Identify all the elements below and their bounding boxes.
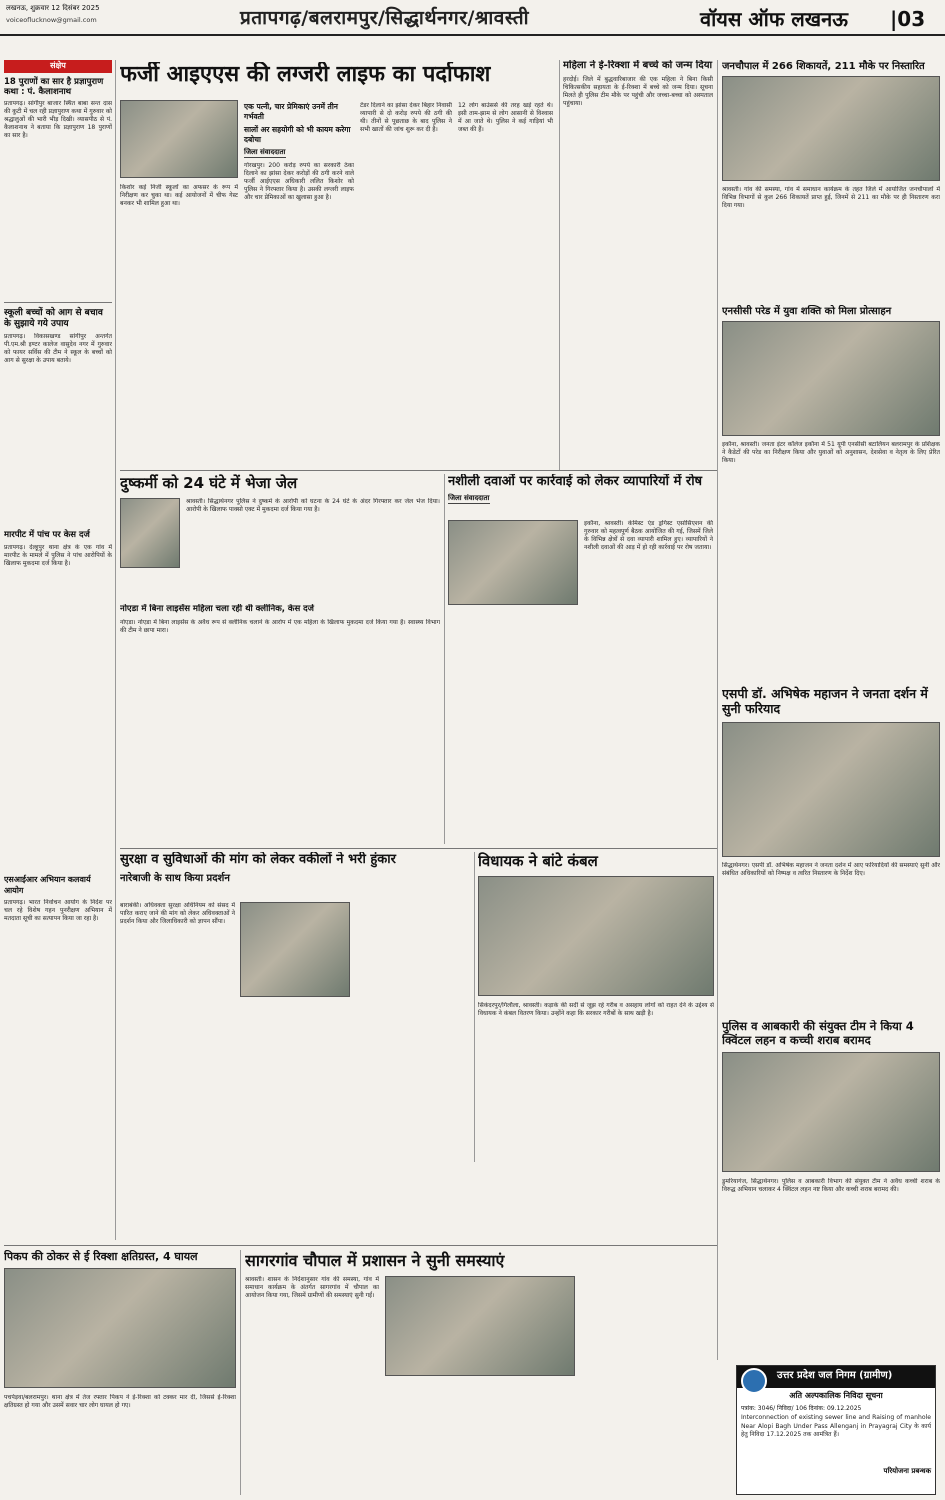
lead-headline: फर्जी आइएएस की लग्जरी लाइफ का पर्दाफाश [120, 62, 491, 87]
lead-bullets [244, 102, 354, 145]
masthead [0, 0, 945, 58]
brief-item-title: स्कूली बच्चों को आग से बचाव के सुझाये गये उपाय [4, 308, 103, 329]
tender-body: Interconnection of existing sewer line and Raising of manhole Near Alopi Bagh Under Pass Allenganj in Prayagraj City के कार्य हेतु निविदा 17.12.2025 तक आमंत्रित हैं। [741, 1414, 931, 1438]
ncc-body: इकौना, श्रावस्ती। जनता इंटर कॉलेज इकौना में 51 यूपी एनसीसी बटालियन बलरामपुर के प्रशिक्षक ने कैडेटों की परेड का निरीक्षण किया और युवाओं को अनुशासन, देशसेवा व नेतृत्व के लिए प्रेरित किया। [722, 441, 940, 465]
brief-item-4 [4, 875, 112, 1229]
lead-body-col2: टेंडर दिलाने का झांसा देकर बिहार निवासी व्यापारी से दो करोड़ रुपये की ठगी की थी। तीनों से पूछताछ के बाद पुलिस ने सभी खातों की जांच शुरू कर दी है। [360, 102, 452, 134]
chaupal-story [722, 60, 940, 300]
brief-item-title: एसआईआर अभियान कलवार्य आयोग [4, 875, 91, 895]
jal-nigam-logo-icon [741, 1368, 767, 1394]
divider [4, 1245, 717, 1246]
nashili-photo [448, 520, 578, 605]
noida-headline: नोएडा में बिना लाइसेंस महिला चला रही थी क्लीनिक, केस दर्ज [120, 604, 314, 614]
abkari-photo [722, 1052, 940, 1172]
sagar-headline: सागरगांव चौपाल में प्रशासन ने सुनी समस्याएं [245, 1251, 505, 1270]
nashili-body: इकौना, श्रावस्ती। केमिस्ट एंड ड्रगिस्ट एसोसिएशन की गुरुवार को महत्वपूर्ण बैठक आयोजित की गई, जिसमें जिले के विभिन्न क्षेत्रों से दवा व्यापारी शामिल हुए। व्यापारियों ने नशीली दवाओं की आड़ में हो रही कार्रवाई पर रोष जताया। [584, 520, 713, 552]
dushkarmi-headline: दुष्कर्मी को 24 घंटे में भेजा जेल [120, 474, 298, 492]
sagar-photo [385, 1276, 575, 1376]
brief-item-title: 18 पुराणों का सार है प्रज्ञापुराण कथा : पं. कैलाशनाथ [4, 76, 104, 97]
sagar-body: श्रावस्ती। शासन के निर्देशानुसार गांव की समस्या, गांव में समाधान कार्यक्रम के अंतर्गत सागरगांव में चौपाल का आयोजन किया गया, जिसमें ग्रामीणों की समस्याएं सुनी गईं। [245, 1276, 379, 1300]
kambal-headline: विधायक ने बांटे कंबल [478, 852, 598, 870]
brief-item-body: प्रतापगढ़। देल्हूपुर थाना क्षेत्र के एक गांव में मारपीट के मामले में पुलिस ने पांच आरोपियों के खिलाफ मुकदमा दर्ज किया है। [4, 544, 112, 568]
website[interactable]: voiceoflucknow@gmail.com [6, 16, 97, 24]
abkari-body: डुमरियागंज, सिद्धार्थनगर। पुलिस व आबकारी विभाग की संयुक्त टीम ने अवैध कच्ची शराब के विरुद्ध अभियान चलाकर 4 क्विंटल लहन नष्ट किया और कच्ची शराब बरामद की। [722, 1178, 940, 1194]
tender-ref: पत्रांक: 3046/ निविदा/ 106 दिनांक: 09.12.2025 [741, 1404, 862, 1412]
lead-body-col3: 12 लोग बाउंसर्स की तरह खड़े रहते थे। इसी ताम-झाम से लोग आसानी से विश्वास में आ जाते थे। पुलिस ने कई गाड़ियां भी जब्त की हैं। [458, 102, 553, 134]
erickshaw-headline: महिला ने ई-रिक्शा में बच्चे को जन्म दिया [563, 60, 713, 71]
nashili-byline: जिला संवाददाता [448, 494, 490, 504]
column-rule [559, 60, 560, 470]
erickshaw-story [563, 60, 713, 465]
section-title: प्रतापगढ़/बलरामपुर/सिद्धार्थनगर/श्रावस्ती [240, 7, 530, 29]
divider [120, 848, 717, 849]
sp-story [722, 686, 940, 1016]
ncc-headline: एनसीसी परेड में युवा शक्ति को मिला प्रोत्साहन [722, 306, 892, 317]
pickup-body: पचपेड़वा/बलरामपुर। थाना क्षेत्र में तेज रफ्तार पिकप ने ई-रिक्शा को टक्कर मार दी, जिससे ई-रिक्शा क्षतिग्रस्त हो गया और उसमें सवार चार लोग घायल हो गए। [4, 1394, 236, 1410]
ncc-story [722, 305, 940, 680]
vakil-body: बाराबंकी। अधिवक्ता सुरक्षा अधिनियम को संसद में पारित कराए जाने की मांग को लेकर अधिवक्ताओं ने प्रदर्शन किया और जिलाधिकारी को ज्ञापन सौंपा। [120, 902, 235, 926]
masthead-rule [0, 34, 945, 36]
kambal-photo [478, 876, 714, 996]
ncc-photo [722, 321, 940, 436]
pickup-photo [4, 1268, 236, 1388]
tender-notice [736, 1365, 936, 1495]
tender-org: उत्तर प्रदेश जल निगम (ग्रामीण) [737, 1366, 935, 1388]
sagar-story [245, 1250, 715, 1495]
lead-photo [120, 100, 238, 178]
noida-story [120, 604, 440, 844]
tender-sub: अति अल्पकालिक निविदा सूचना [789, 1391, 883, 1400]
newspaper-brand: वॉयस ऑफ लखनऊ [700, 7, 848, 31]
tender-sign: परियोजना प्रबन्धक [883, 1467, 931, 1476]
brief-item-1 [4, 77, 112, 240]
brief-item-body: प्रतापगढ़। सांगीपुर बाजार स्थित बाबा सन्त दास की कुटी में चल रही प्रज्ञापुराण कथा में गुरुवार को श्रद्धालुओं की भारी भीड़ दिखी। व्यासपीठ से पं. कैलाशनाथ ने बताया कि प्रज्ञापुराण 18 पुराणों का सार है। [4, 99, 112, 140]
brief-column [4, 60, 112, 1240]
lead-byline: जिला संवाददाता [244, 148, 286, 158]
kambal-story [478, 852, 714, 1162]
dushkarmi-body: श्रावस्ती। सिद्धार्थनगर पुलिस ने दुष्कर्म के आरोपी को घटना के 24 घंटे के अंदर गिरफ्तार कर जेल भेज दिया। आरोपी के खिलाफ पाक्सो एक्ट में मुकदमा दर्ज किया गया है। [186, 498, 440, 514]
sp-body: सिद्धार्थनगर। एसपी डॉ. अभिषेक महाजन ने जनता दर्शन में आए फरियादियों की समस्याएं सुनीं और संबंधित अधिकारियों को निष्पक्ष व त्वरित निस्तारण के निर्देश दिए। [722, 862, 940, 878]
noida-body: नोएडा। नोएडा में बिना लाइसेंस के अवैध रूप से क्लीनिक चलाने के आरोप में एक महिला के खिलाफ मुकदमा दर्ज किया गया है। स्वास्थ्य विभाग की टीम ने छापा मारा। [120, 619, 440, 635]
column-rule [717, 60, 718, 1360]
pickup-headline: पिकप की ठोकर से ई रिक्शा क्षतिग्रस्त, 4 घायल [4, 1250, 198, 1263]
lead-body-col1: गोरखपुर। 200 करोड़ रुपये का सरकारी ठेका दिलाने का झांसा देकर करोड़ों की ठगी करने वाले फर्जी आईएएस अधिकारी ललित किशोर को पुलिस ने गिरफ्तार किया है। उसकी लग्जरी लाइफ और चार प्रेमिकाओं का खुलासा हुआ है। [244, 162, 354, 202]
brief-item-body: प्रतापगढ़। विकासखण्ड सांगीपुर अन्तर्गत पी.एम.श्री इण्टर कालेज वासुदेव नगर में गुरुवार को फायर सर्विस की टीम ने स्कूल के बच्चों को आग से सुरक्षा के उपाय बताये। [4, 332, 112, 364]
brief-item-2 [4, 308, 112, 503]
column-rule [474, 852, 475, 1162]
sp-photo [722, 722, 940, 857]
abkari-headline: पुलिस व आबकारी की संयुक्त टीम ने किया 4 क्विंटल लहन व कच्ची शराब बरामद [722, 1020, 914, 1047]
vakil-headline: सुरक्षा व सुविधाओं की मांग को लेकर वकीलों ने भरी हुंकार [120, 852, 396, 867]
lead-bullet: सालों अर सहयोगी को भी कायम करेगा दबोचा [244, 124, 351, 144]
pickup-story [4, 1250, 236, 1495]
abkari-story [722, 1020, 940, 1360]
issue-date: लखनऊ, शुक्रवार 12 दिसंबर 2025 [6, 4, 100, 12]
brief-label: संक्षेप [4, 60, 112, 73]
lead-body-col0: किशोर कई निजी स्कूलों का अफसर के रूप में निरीक्षण कर चुका था। कई आयोजनों में चीफ गेस्ट बनकर भी शामिल हुआ था। [120, 184, 238, 208]
nashili-headline: नशीली दवाओं पर कार्रवाई को लेकर व्यापारियों में रोष [448, 474, 703, 489]
vakil-subhead: नारेबाजी के साथ किया प्रदर्शन [120, 872, 230, 884]
nashili-story [448, 474, 713, 844]
column-rule [444, 474, 445, 844]
divider [120, 470, 717, 471]
divider [4, 302, 112, 303]
brief-item-body: प्रतापगढ़। भारत निर्वाचन आयोग के निर्देश पर चल रहे विशेष गहन पुनरीक्षण अभियान में मतदाता सूची का सत्यापन किया जा रहा है। [4, 899, 112, 923]
dushkarmi-story [120, 474, 440, 599]
erickshaw-body: हरदोई। जिले में बुद्धवारिबाजार की एक महिला ने बिना किसी चिकित्सकीय सहायता के ई-रिक्शा में बच्चे को जन्म दिया। सूचना मिलते ही पुलिस टीम मौके पर पहुंची और जच्चा-बच्चा को अस्पताल पहुंचाया। [563, 76, 713, 108]
page-number: |03 [890, 7, 926, 31]
brief-item-title: मारपीट में पांच पर केस दर्ज [4, 530, 90, 540]
chaupal-headline: जनचौपाल में 266 शिकायतें, 211 मौके पर निस्तारित [722, 61, 925, 72]
kambal-body: सिकंदरपुर/गिलौला, श्रावस्ती। कड़ाके की सर्दी से जूझ रहे गरीब व असहाय लोगों को राहत देने के उद्देश्य से विधायक ने कंबल वितरण किया। उन्होंने कहा कि सरकार गरीबों के साथ खड़ी है। [478, 1002, 714, 1018]
column-rule [240, 1250, 241, 1495]
vakil-story [120, 852, 470, 1162]
chaupal-photo [722, 76, 940, 181]
sp-headline: एसपी डॉ. अभिषेक महाजन ने जनता दर्शन में सुनी फरियाद [722, 686, 928, 716]
lead-story [120, 62, 555, 467]
chaupal-body: श्रावस्ती। गांव की समस्या, गांव में समाधान कार्यक्रम के तहत जिले में आयोजित जनचौपालों में विभिन्न विभागों से कुल 266 शिकायतें प्राप्त हुई, जिनमें से 211 का मौके पर ही निस्तारण करा दिया गया। [722, 186, 940, 210]
brief-item-3 [4, 530, 112, 844]
column-rule [115, 60, 116, 1240]
dushkarmi-photo [120, 498, 180, 568]
lead-bullet: एक पत्नी, चार प्रेमिकाएं उनमें तीन गर्भवती [244, 102, 338, 121]
vakil-photo [240, 902, 350, 997]
